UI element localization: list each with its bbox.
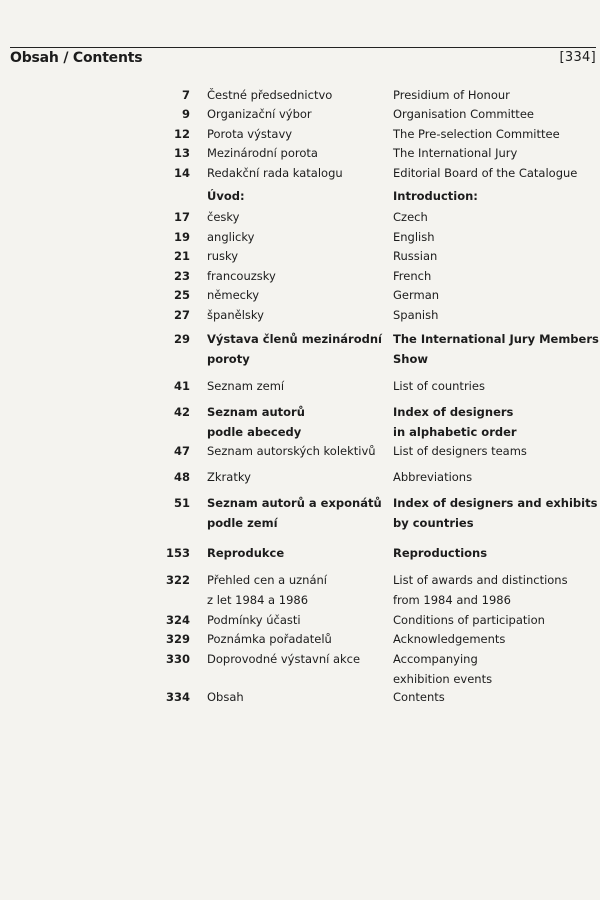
- toc-english-line: Index of designers: [393, 405, 514, 419]
- toc-czech-title: [207, 650, 387, 670]
- toc-page-number: 14: [173, 166, 190, 180]
- toc-english-line: Show: [393, 351, 428, 366]
- toc-czech-line: rusky: [207, 249, 239, 263]
- toc-english-line: Organisation Committee: [393, 107, 534, 121]
- toc-page-number: 42: [173, 405, 190, 419]
- toc-czech-title: [207, 442, 387, 462]
- toc-czech-line: Čestné předsednictvo: [207, 88, 333, 102]
- toc-page-number: 17: [173, 210, 190, 224]
- toc-czech-line: Seznam autorů a exponátů: [207, 496, 382, 510]
- toc-english-line: Reproductions: [393, 546, 488, 560]
- toc-english-title: [393, 650, 598, 689]
- toc-english-line: Acknowledgements: [393, 632, 506, 646]
- toc-czech-title: [207, 187, 387, 207]
- toc-czech-line: Mezinárodní porota: [207, 146, 318, 160]
- toc-czech-title: [207, 544, 387, 564]
- toc-czech-title: [207, 330, 387, 369]
- toc-czech-line: španělsky: [207, 308, 264, 322]
- toc-page-number: 324: [165, 613, 190, 627]
- toc-english-title: [393, 330, 598, 369]
- toc-english-title: [393, 306, 598, 326]
- toc-page-number: 25: [173, 288, 190, 302]
- toc-english-line: The Pre-selection Committee: [393, 127, 560, 141]
- toc-page-number: 19: [173, 230, 190, 244]
- toc-page-number: 330: [165, 652, 190, 666]
- toc-english-line: Presidium of Honour: [393, 88, 510, 102]
- toc-english-title: [393, 267, 598, 287]
- toc-english-title: [393, 286, 598, 306]
- toc-english-line: German: [393, 288, 440, 302]
- toc-english-line: Contents: [393, 690, 445, 704]
- toc-english-title: [393, 544, 598, 564]
- toc-english-line: Introduction:: [393, 189, 478, 203]
- toc-czech-title: [207, 286, 387, 306]
- toc-english-title: [393, 208, 598, 228]
- toc-czech-line: Výstava členů mezinárodní: [207, 332, 382, 346]
- toc-page-number: 47: [173, 444, 190, 458]
- toc-english-line: Editorial Board of the Catalogue: [393, 166, 578, 180]
- toc-english-title: [393, 247, 598, 267]
- toc-page-number: 153: [165, 546, 190, 560]
- toc-czech-line: česky: [207, 210, 240, 224]
- toc-page-number: 48: [173, 470, 190, 484]
- page-header: [10, 47, 596, 68]
- toc-czech-title: [207, 208, 387, 228]
- toc-czech-title: [207, 105, 387, 125]
- toc-english-title: [393, 611, 598, 631]
- toc-page-number: 23: [173, 269, 190, 283]
- toc-czech-title: [207, 267, 387, 287]
- toc-czech-line: Zkratky: [207, 470, 251, 484]
- toc-english-line: exhibition events: [393, 671, 493, 686]
- toc-english-title: [393, 442, 598, 462]
- toc-english-line: by countries: [393, 515, 474, 530]
- toc-english-title: [393, 144, 598, 164]
- toc-english-title: [393, 164, 598, 184]
- toc-english-title: [393, 403, 598, 442]
- toc-english-line: List of awards and distinctions: [393, 573, 568, 587]
- toc-english-title: [393, 125, 598, 145]
- toc-english-line: English: [393, 230, 435, 244]
- toc-czech-title: [207, 306, 387, 326]
- toc-czech-title: [207, 403, 387, 442]
- toc-czech-line: Redakční rada katalogu: [207, 166, 343, 180]
- toc-english-line: The International Jury: [393, 146, 518, 160]
- toc-czech-line: z let 1984 a 1986: [207, 592, 309, 607]
- toc-page-number: 29: [173, 332, 190, 346]
- toc-english-line: Accompanying: [393, 652, 478, 666]
- toc-page-number: 27: [173, 308, 190, 322]
- toc-english-title: [393, 494, 598, 533]
- toc-english-title: [393, 468, 598, 488]
- toc-czech-line: anglicky: [207, 230, 255, 244]
- toc-czech-title: [207, 247, 387, 267]
- toc-english-title: [393, 187, 598, 207]
- toc-czech-title: [207, 86, 387, 106]
- toc-english-line: in alphabetic order: [393, 424, 517, 439]
- toc-english-title: [393, 630, 598, 650]
- toc-czech-line: poroty: [207, 351, 250, 366]
- toc-page-number: 41: [173, 379, 190, 393]
- toc-page-number: 51: [173, 496, 190, 510]
- toc-czech-line: Porota výstavy: [207, 127, 293, 141]
- toc-english-line: The International Jury Members: [393, 332, 599, 346]
- toc-page-number: 12: [173, 127, 190, 141]
- toc-czech-title: [207, 688, 387, 708]
- toc-czech-title: [207, 164, 387, 184]
- toc-english-line: from 1984 and 1986: [393, 592, 511, 607]
- toc-czech-line: Úvod:: [207, 189, 245, 203]
- toc-english-line: Czech: [393, 210, 428, 224]
- toc-czech-title: [207, 630, 387, 650]
- toc-czech-line: Poznámka pořadatelů: [207, 632, 332, 646]
- toc-english-line: Russian: [393, 249, 438, 263]
- toc-page-number: 9: [181, 107, 190, 121]
- toc-english-line: Index of designers and exhibits: [393, 496, 598, 510]
- toc-czech-line: francouzsky: [207, 269, 276, 283]
- toc-english-title: [393, 688, 598, 708]
- toc-czech-line: Seznam zemí: [207, 379, 285, 393]
- toc-czech-title: [207, 571, 387, 610]
- toc-czech-line: německy: [207, 288, 260, 302]
- toc-english-line: List of designers teams: [393, 444, 527, 458]
- toc-english-line: Conditions of participation: [393, 613, 545, 627]
- toc-english-title: [393, 571, 598, 610]
- toc-czech-line: Obsah: [207, 690, 244, 704]
- toc-czech-title: [207, 494, 387, 533]
- toc-czech-line: podle abecedy: [207, 424, 302, 439]
- toc-english-line: Spanish: [393, 308, 439, 322]
- toc-czech-line: Seznam autorů: [207, 405, 305, 419]
- toc-czech-line: Seznam autorských kolektivů: [207, 444, 376, 458]
- toc-page-number: 21: [173, 249, 190, 263]
- toc-english-title: [393, 105, 598, 125]
- toc-page-number: 13: [173, 146, 190, 160]
- toc-english-title: [393, 377, 598, 397]
- toc-english-line: Abbreviations: [393, 470, 473, 484]
- toc-page-number: 334: [165, 690, 190, 704]
- toc-czech-line: Doprovodné výstavní akce: [207, 652, 361, 666]
- toc-english-title: [393, 228, 598, 248]
- page-title: Obsah / Contents: [10, 50, 143, 66]
- toc-czech-line: Reprodukce: [207, 546, 285, 560]
- toc-czech-line: Podmínky účasti: [207, 613, 301, 627]
- page-number: [334]: [559, 50, 596, 65]
- toc-page-number: 329: [165, 632, 190, 646]
- toc-czech-line: Přehled cen a uznání: [207, 573, 327, 587]
- toc-english-title: [393, 86, 598, 106]
- toc-czech-title: [207, 611, 387, 631]
- toc-english-line: List of countries: [393, 379, 485, 393]
- toc-czech-line: Organizační výbor: [207, 107, 312, 121]
- toc-english-line: French: [393, 269, 432, 283]
- toc-page-number: 7: [181, 88, 190, 102]
- toc-czech-title: [207, 377, 387, 397]
- toc-page-number: 322: [165, 573, 190, 587]
- toc-czech-title: [207, 144, 387, 164]
- toc-czech-title: [207, 228, 387, 248]
- toc-czech-title: [207, 125, 387, 145]
- toc-czech-title: [207, 468, 387, 488]
- toc-czech-line: podle zemí: [207, 515, 278, 530]
